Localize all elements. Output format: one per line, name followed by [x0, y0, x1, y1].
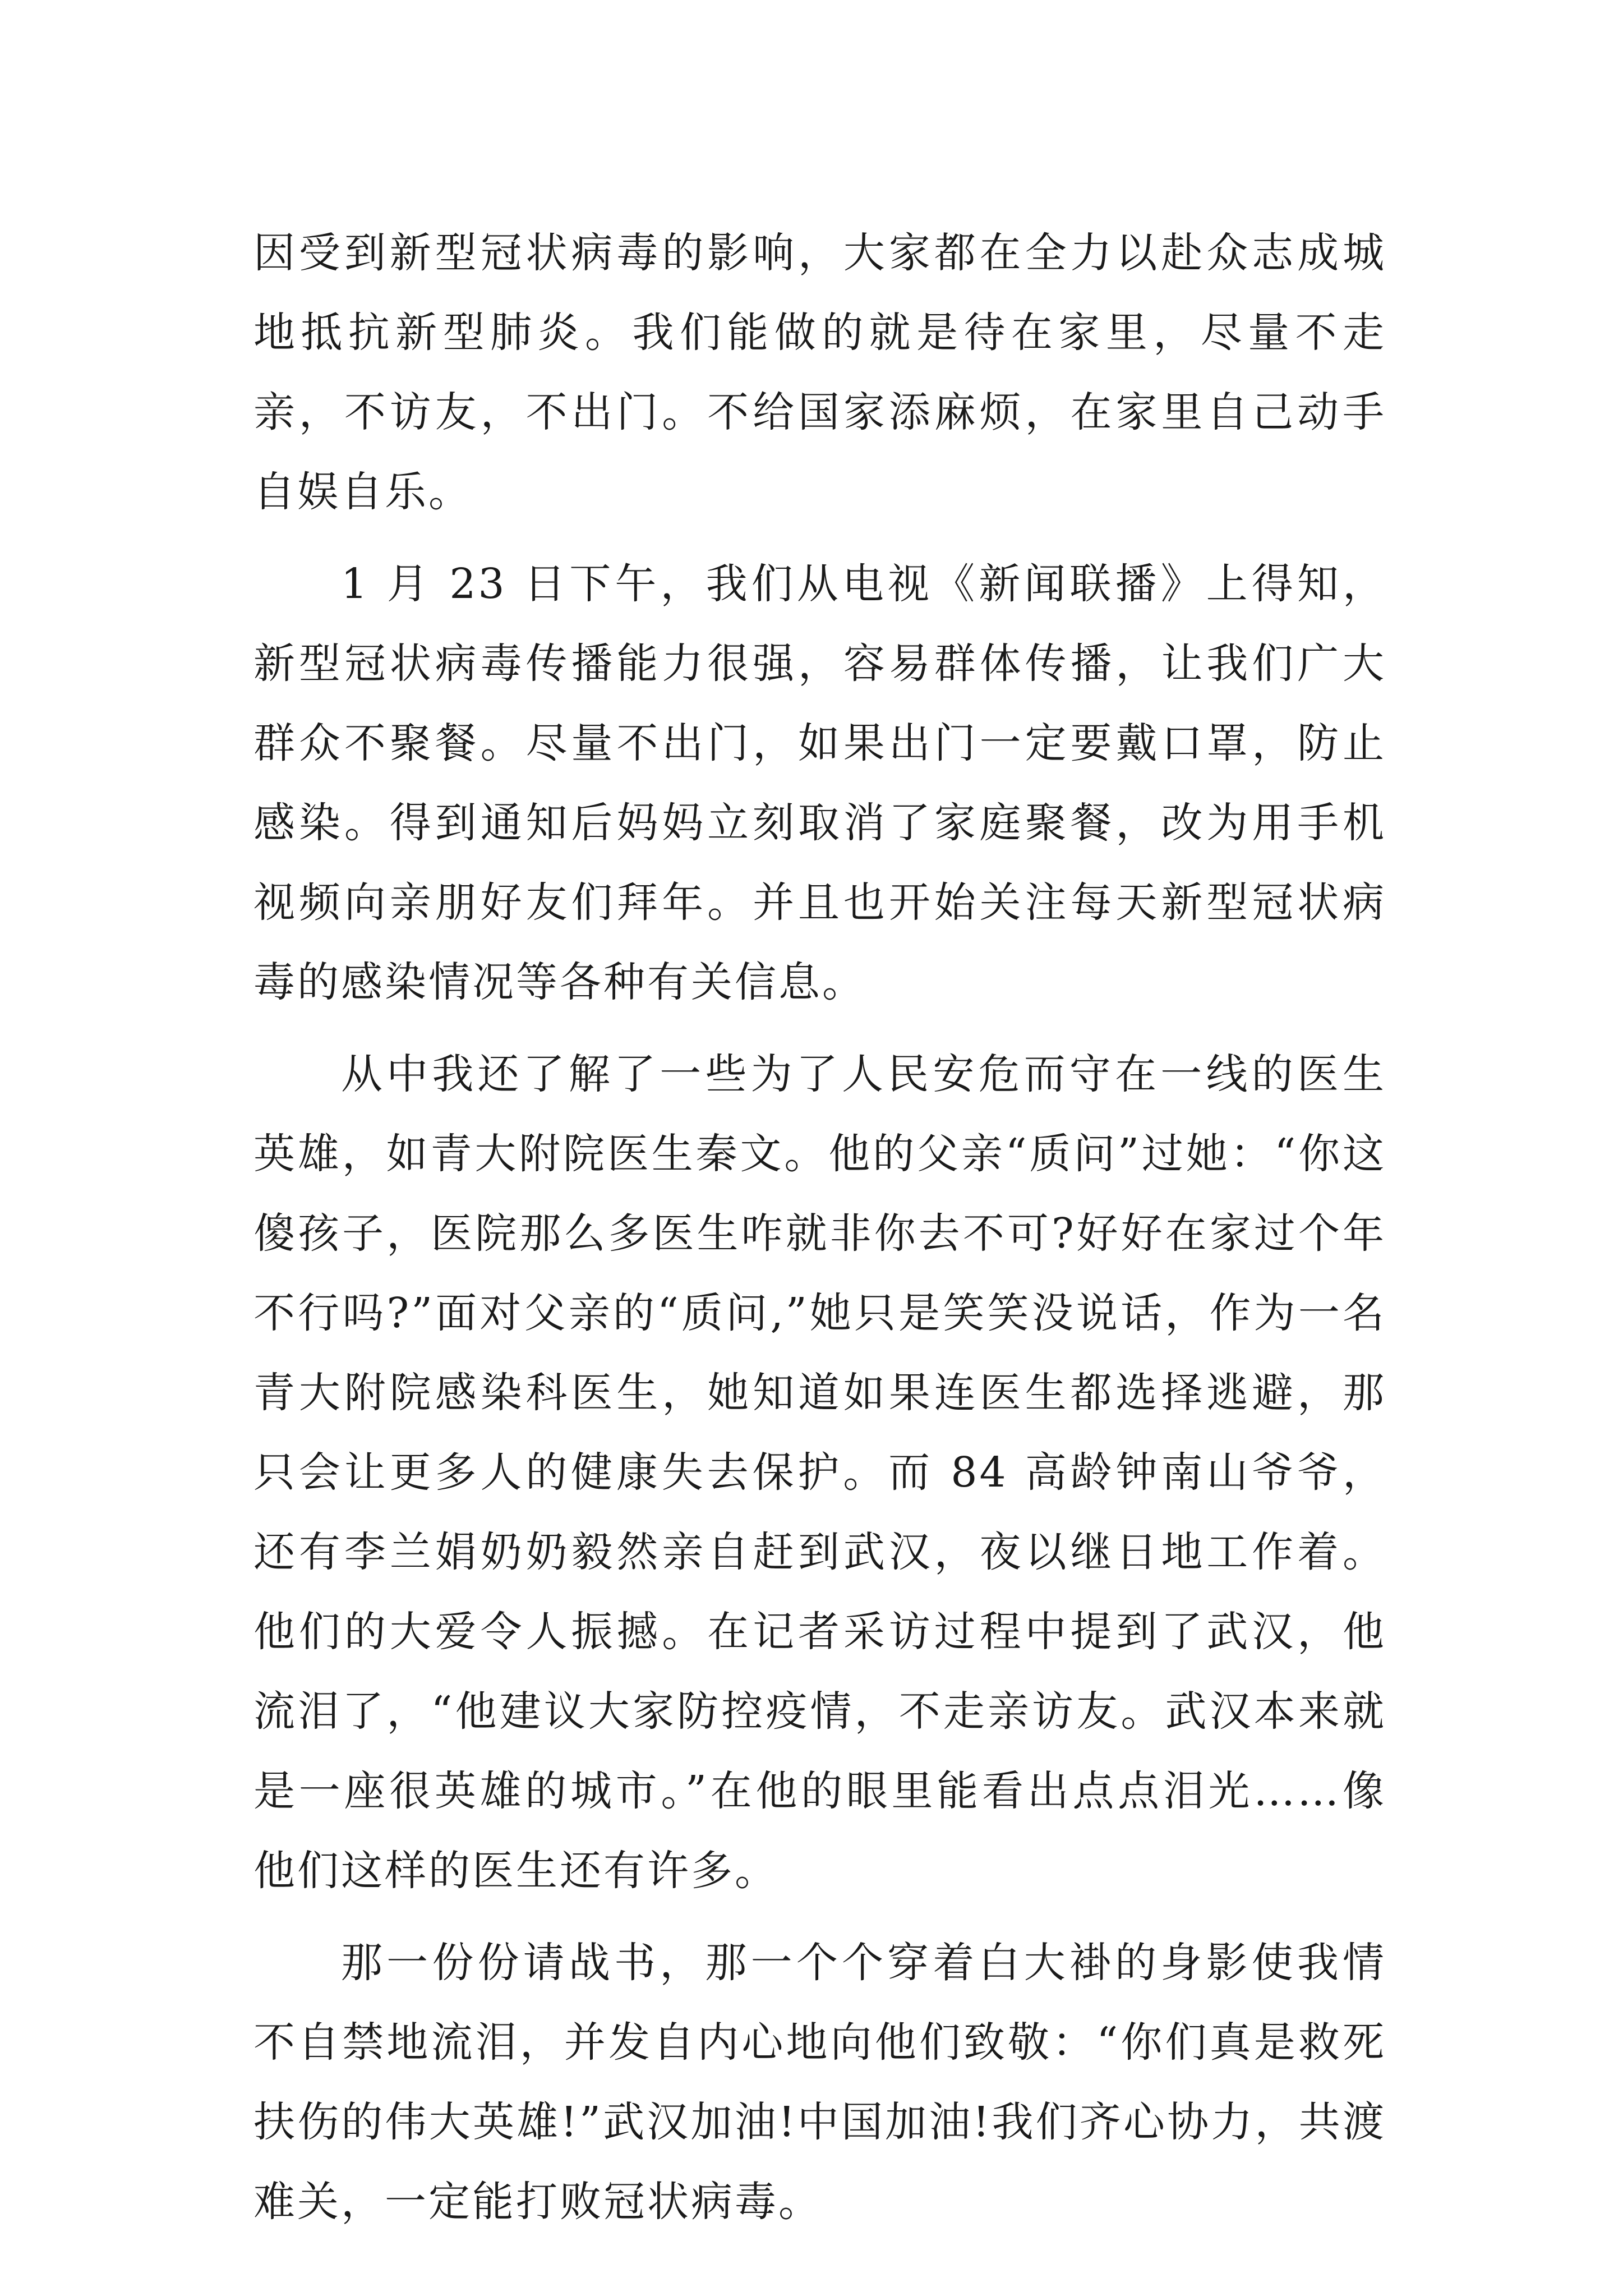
- paragraph-2: 1 月 23 日下午，我们从电视《新闻联播》上得知，新型冠状病毒传播能力很强，容易群体传播，让我们广大群众不聚餐。尽量不出门，如果出门一定要戴口罩，防止感染。得到通知后妈妈立刻取消了家庭聚餐，改为用手机视频向亲朋好友们拜年。并且也开始关注每天新型冠状病毒的感染情况等各种有关信息。: [253, 560, 1386, 1006]
- paragraph-1: 因受到新型冠状病毒的影响，大家都在全力以赴众志成城地抵抗新型肺炎。我们能做的就是待在家里，尽量不走亲，不访友，不出门。不给国家添麻烦，在家里自己动手自娱自乐。: [253, 229, 1386, 516]
- article-body: [253, 213, 1386, 2254]
- paragraph-3: 从中我还了解了一些为了人民安危而守在一线的医生英雄，如青大附院医生秦文。他的父亲“质问”过她：“你这傻孩子，医院那么多医生咋就非你去不可?好好在家过个年不行吗?”面对父亲的“质问,”她只是笑笑没说话，作为一名青大附院感染科医生，她知道如果连医生都选择逃避，那只会让更多人的健康失去保护。而 84 高龄钟南山爷爷，还有李兰娟奶奶毅然亲自赶到武汉，夜以继日地工作着。他们的大爱令人振撼。在记者采访过程中提到了武汉，他流泪了，“他建议大家防控疫情，不走亲访友。武汉本来就是一座很英雄的城市。”在他的眼里能看出点点泪光……像他们这样的医生还有许多。: [253, 1050, 1386, 1895]
- paragraph-4: 那一份份请战书，那一个个穿着白大褂的身影使我情不自禁地流泪，并发自内心地向他们致敬：“你们真是救死扶伤的伟大英雄!”武汉加油!中国加油!我们齐心协力，共渡难关，一定能打败冠状病毒。: [253, 1939, 1386, 2226]
